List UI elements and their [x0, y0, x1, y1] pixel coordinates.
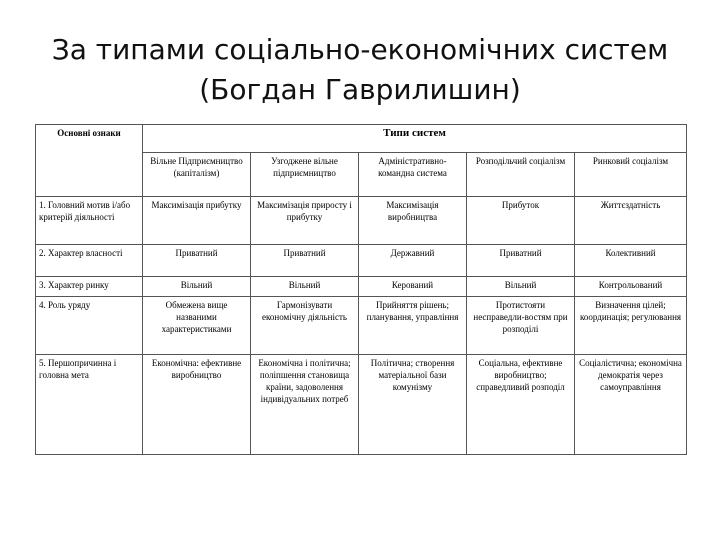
feature-cell: 3. Характер ринку — [36, 277, 143, 297]
table-cell: Визначення цілей; координація; регулювання — [575, 297, 687, 355]
table-cell: Прийняття рішень; планування, управління — [359, 297, 467, 355]
slide-title-line-1: За типами соціально-економічних систем — [51, 33, 669, 66]
table-cell: Максимізація приросту і прибутку — [251, 197, 359, 245]
table-cell: Державний — [359, 245, 467, 277]
table-cell: Приватний — [467, 245, 575, 277]
types-header-cell: Типи систем — [143, 125, 687, 153]
table-cell: Максимізація прибутку — [143, 197, 251, 245]
feature-cell: 4. Роль уряду — [36, 297, 143, 355]
column-header: Розподільчий соціалізм — [467, 153, 575, 197]
table-cell: Соціалістична; економічна демократія через самоуправління — [575, 355, 687, 455]
table-cell: Політична; створення матеріальної бази комунізму — [359, 355, 467, 455]
features-header-cell: Основні ознаки — [36, 125, 143, 197]
slide-title-line-2: (Богдан Гаврилишин) — [199, 73, 521, 106]
table-cell: Гармонізувати економічну діяльність — [251, 297, 359, 355]
table-row — [36, 197, 687, 245]
table-cell: Вільний — [467, 277, 575, 297]
table-cell: Контрольований — [575, 277, 687, 297]
table-cell: Керований — [359, 277, 467, 297]
feature-cell: 2. Характер власності — [36, 245, 143, 277]
column-header: Узгоджене вільне підприємництво — [251, 153, 359, 197]
systems-table — [35, 124, 687, 455]
table-cell: Економічна і політична; поліпшення становища країни, задоволення індивідуальних потреб — [251, 355, 359, 455]
column-header: Адміністративно-командна система — [359, 153, 467, 197]
table-cell: Приватний — [251, 245, 359, 277]
feature-cell: 1. Головний мотив і/або критерій діяльності — [36, 197, 143, 245]
slide-title — [0, 30, 720, 110]
table-cell: Вільний — [251, 277, 359, 297]
table-cell: Соціальна, ефективне виробництво; справедливий розподіл — [467, 355, 575, 455]
column-header: Вільне Підприємництво (капіталізм) — [143, 153, 251, 197]
table-row — [36, 355, 687, 455]
table-row — [36, 277, 687, 297]
table-row — [36, 297, 687, 355]
table-header-row — [36, 125, 687, 153]
column-header: Ринковий соціалізм — [575, 153, 687, 197]
table-cell: Економічна: ефективне виробництво — [143, 355, 251, 455]
table-cell: Обмежена вище названими характеристиками — [143, 297, 251, 355]
table-cell: Прибуток — [467, 197, 575, 245]
table-cell: Життєздатність — [575, 197, 687, 245]
feature-cell: 5. Першопричинна і головна мета — [36, 355, 143, 455]
table-row — [36, 245, 687, 277]
table-cell: Колективний — [575, 245, 687, 277]
table-cell: Максимізація виробництва — [359, 197, 467, 245]
table-cell: Вільний — [143, 277, 251, 297]
table-cell: Протистояти несправедли-востям при розподілі — [467, 297, 575, 355]
table-cell: Приватний — [143, 245, 251, 277]
